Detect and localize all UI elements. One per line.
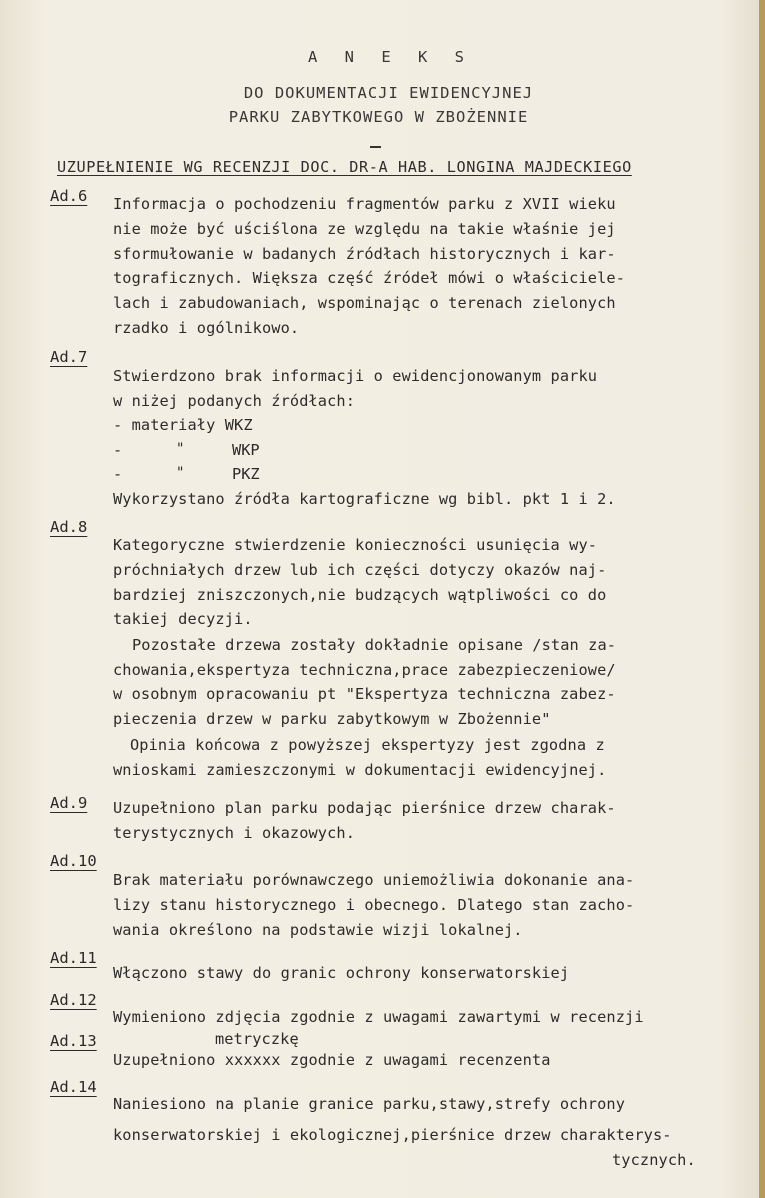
ad7-ditto-1: " (176, 441, 185, 457)
section-label-ad11: Ad.11 (50, 949, 97, 967)
ad8-line-10: wnioskami zamieszczonymi w dokumentacji ewidencyjnej. (113, 761, 607, 779)
ad8-line-2: próchniałych drzew lub ich części dotyczy okazów naj- (113, 561, 607, 579)
section-label-ad14: Ad.14 (50, 1078, 97, 1096)
ad10-line-3: wania określono na podstawie wizji lokalnej. (113, 921, 523, 939)
section-label-ad10: Ad.10 (50, 852, 97, 870)
ad8-line-7: w osobnym opracowaniu pt "Ekspertyza techniczna zabez- (113, 685, 616, 703)
ad6-line-3: sformułowanie w badanych źródłach historycznych i kar- (113, 245, 616, 263)
section-label-ad12: Ad.12 (50, 991, 97, 1009)
section-label-ad7: Ad.7 (50, 348, 88, 366)
ad7-line-4: - (113, 441, 123, 459)
ad10-line-1: Brak materiału porównawczego uniemożliwia dokonanie ana- (113, 871, 635, 889)
ad7-line-5: - (113, 465, 123, 483)
ad14-line-1: Naniesiono na planie granice parku,stawy,strefy ochrony (113, 1095, 626, 1113)
divider-dash (370, 146, 381, 148)
ad7-line-1: Stwierdzono brak informacji o ewidencjonowanym parku (113, 367, 598, 385)
ad8-line-6: chowania,ekspertyza techniczna,prace zabezpieczeniowe/ (113, 661, 616, 679)
ad8-line-9: Opinia końcowa z powyższej ekspertyzy jest zgodna z (130, 736, 605, 754)
ad6-line-6: rzadko i ogólnikowo. (113, 319, 300, 337)
ad8-line-5: Pozostałe drzewa zostały dokładnie opisane /stan za- (132, 636, 617, 654)
ad7-wkp: WKP (232, 441, 260, 459)
ad7-line-3: - materiały WKZ (113, 416, 253, 434)
ad7-pkz: PKZ (232, 465, 260, 483)
ad14-line-2: konserwatorskiej i ekologicznej,pierśnice drzew charakterys- (113, 1126, 672, 1144)
document-heading: UZUPEŁNIENIE WG RECENZJI DOC. DR-A HAB. LONGINA MAJDECKIEGO (57, 158, 632, 176)
ad13-insert: metryczkę (215, 1030, 299, 1048)
document-subtitle-1: DO DOKUMENTACJI EWIDENCYJNEJ (243, 84, 534, 102)
ad6-line-2: nie może być uściślona ze względu na takie właśnie jej (113, 220, 616, 238)
ad8-line-3: bardziej zniszczonych,nie budzących wątpliwości co do (113, 586, 607, 604)
ad10-line-2: lizy stanu historycznego i obecnego. Dlatego stan zacho- (113, 896, 635, 914)
ad11-line-1: Włączono stawy do granic ochrony konserwatorskiej (113, 964, 570, 982)
ad6-line-4: tograficznych. Większa część źródeł mówi o właściciele- (113, 269, 626, 287)
ad6-line-1: Informacja o pochodzeniu fragmentów parku z XVII wieku (113, 195, 616, 213)
ad8-line-4: takiej decyzji. (113, 610, 253, 628)
section-label-ad13: Ad.13 (50, 1032, 97, 1050)
ad8-line-1: Kategoryczne stwierdzenie konieczności usunięcia wy- (113, 536, 598, 554)
ad6-line-5: lach i zabudowaniach, wspominając o terenach zielonych (113, 294, 616, 312)
section-label-ad8: Ad.8 (50, 518, 88, 536)
page-edge (759, 0, 765, 1198)
ad13-line-1: Uzupełniono xxxxxx zgodnie z uwagami recenzenta (113, 1051, 551, 1069)
ad8-line-8: pieczenia drzew w parku zabytkowym w Zbożennie" (113, 710, 551, 728)
ad9-line-1: Uzupełniono plan parku podając pierśnice drzew charak- (113, 799, 616, 817)
section-label-ad9: Ad.9 (50, 794, 88, 812)
ad7-line-2: w niżej podanych źródłach: (113, 392, 356, 410)
ad12-line-1: Wymieniono zdjęcia zgodnie z uwagami zawartymi w recenzji (113, 1008, 644, 1026)
document-subtitle-2: PARKU ZABYTKOWEGO W ZBOŻENNIE (228, 108, 529, 126)
ad9-line-2: terystycznych i okazowych. (113, 824, 356, 842)
ad7-ditto-2: " (176, 465, 185, 481)
section-label-ad6: Ad.6 (50, 187, 88, 205)
ad7-line-6: Wykorzystano źródła kartograficzne wg bibl. pkt 1 i 2. (113, 490, 616, 508)
ad14-line-3: tycznych. (612, 1151, 696, 1169)
document-title: A N E K S (308, 48, 473, 66)
